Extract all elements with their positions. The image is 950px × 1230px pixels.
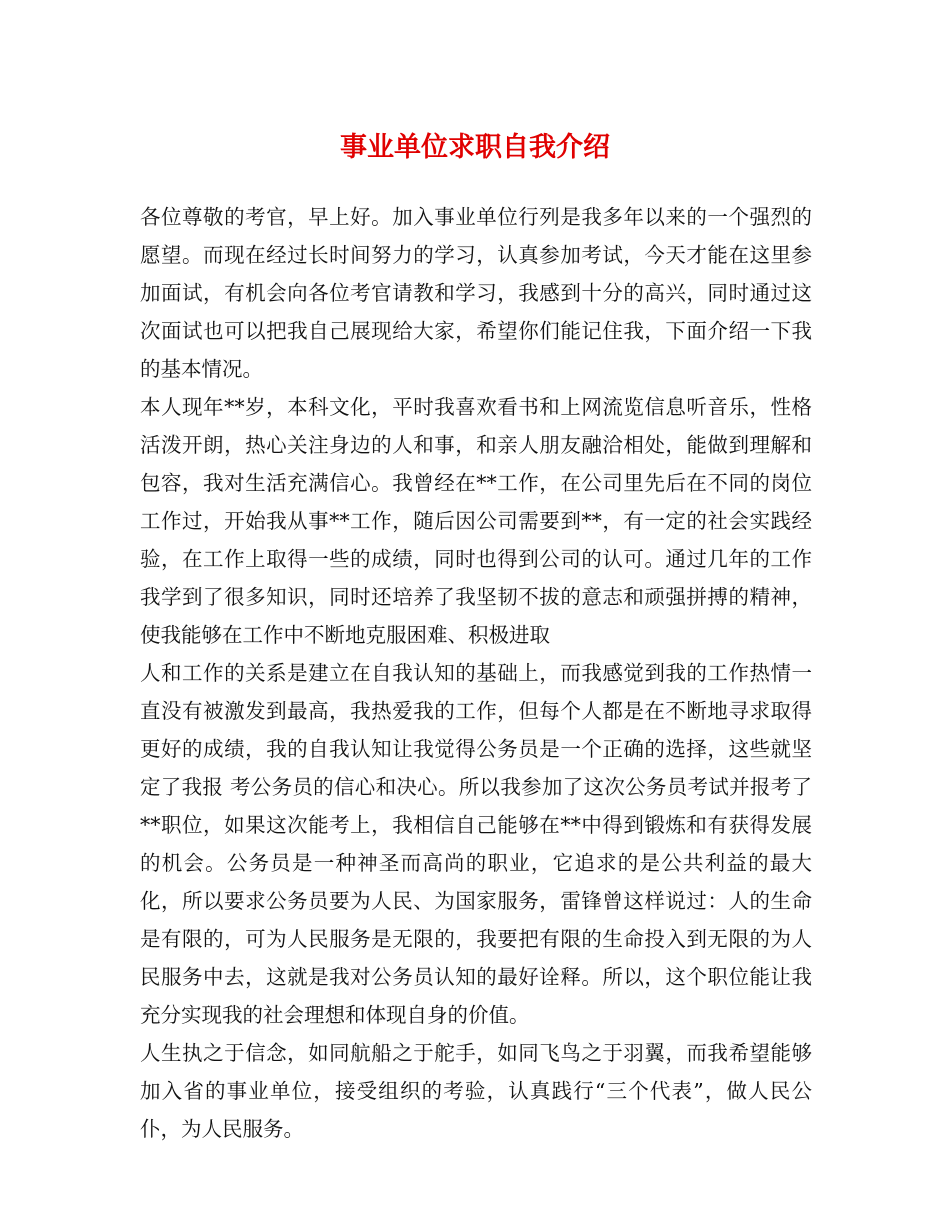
document-body xyxy=(140,198,812,1148)
document-title: 事业单位求职自我介绍 xyxy=(340,132,610,163)
paragraph-closing: 人生执之于信念，如同航船之于舵手，如同飞鸟之于羽翼，而我希望能够加入省的事业单位，接受组织的考验，认真践行“三个代表”，做人民公仆，为人民服务。 xyxy=(140,1041,812,1141)
paragraph-motivation: 人和工作的关系是建立在自我认知的基础上，而我感觉到我的工作热情一直没有被激发到最高，我热爱我的工作，但每个人都是在不断地寻求取得更好的成绩，我的自我认知让我觉得公务员是一个正确的选择，这些就坚定了我报 考公务员的信心和决心。所以我参加了这次公务员考试并报考了**职位，如果这次能考上，我相信自己能够在**中得到锻炼和有获得发展的机会。公务员是一种神圣而高尚的职业，它追求的是公共利益的最大化，所以要求公务员要为人民、为国家服务，雷锋曾这样说过：人的生命是有限的，可为人民服务是无限的，我要把有限的生命投入到无限的为人民服务中去，这就是我对公务员认知的最好诠释。所以，这个职位能让我充分实现我的社会理想和体现自身的价值。 xyxy=(140,661,812,1027)
paragraph-background: 本人现年**岁，本科文化，平时我喜欢看书和上网流览信息听音乐，性格活泼开朗，热心关注身边的人和事，和亲人朋友融洽相处，能做到理解和包容，我对生活充满信心。我曾经在**工作，在公司里先后在不同的岗位工作过，开始我从事**工作，随后因公司需要到**，有一定的社会实践经验，在工作上取得一些的成绩，同时也得到公司的认可。通过几年的工作我学到了很多知识，同时还培养了我坚韧不拔的意志和顽强拼搏的精神，使我能够在工作中不断地克服困难、积极进取 xyxy=(140,395,812,647)
paragraph-greeting: 各位尊敬的考官，早上好。加入事业单位行列是我多年以来的一个强烈的愿望。而现在经过长时间努力的学习，认真参加考试，今天才能在这里参加面试，有机会向各位考官请教和学习，我感到十分的高兴，同时通过这次面试也可以把我自己展现给大家，希望你们能记住我，下面介绍一下我的基本情况。 xyxy=(140,205,812,381)
